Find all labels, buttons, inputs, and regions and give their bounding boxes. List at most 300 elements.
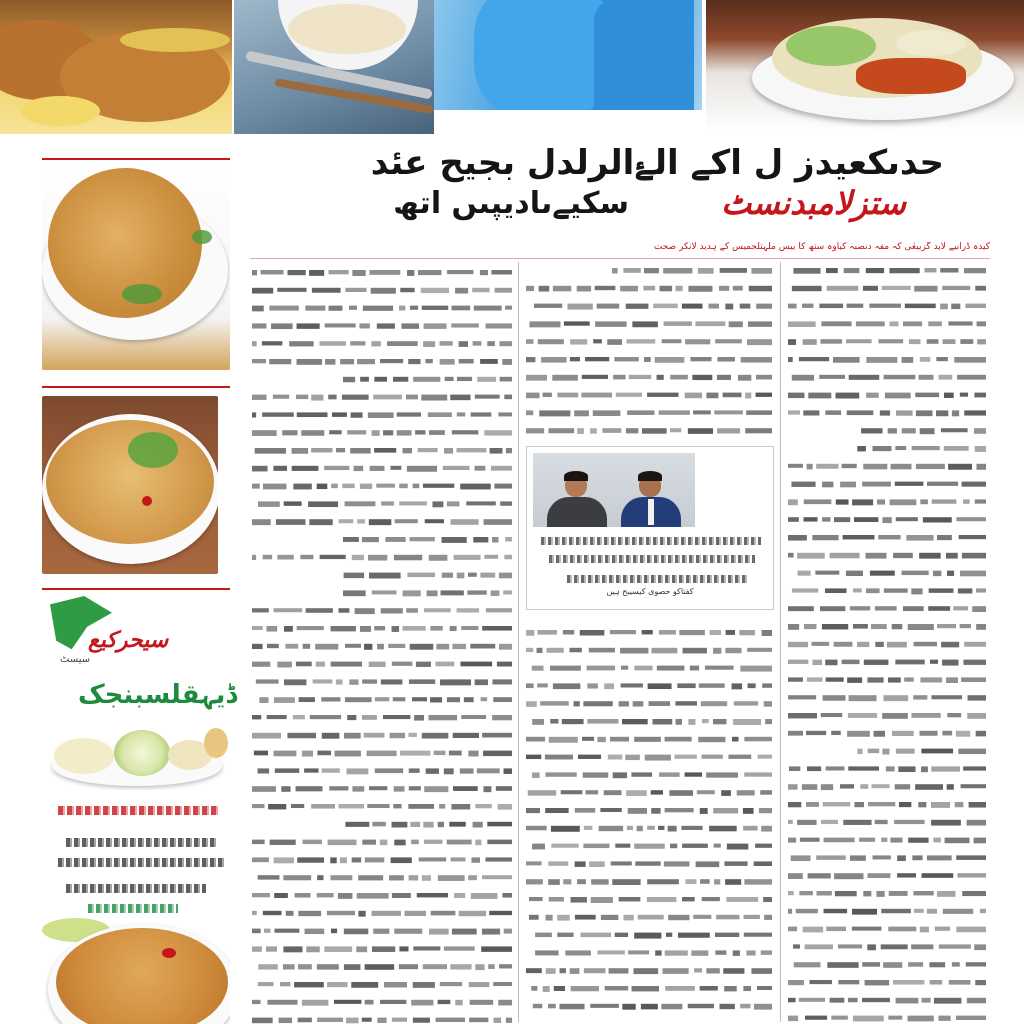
text-line-fragment [297,359,323,365]
text-line-fragment [763,897,772,902]
text-line-fragment [747,648,772,652]
text-line-fragment [796,909,818,914]
text-line-fragment [835,891,857,896]
text-line-fragment [407,466,437,472]
text-line-fragment [761,950,772,954]
text-line-fragment [358,911,365,917]
text-line-fragment [324,946,352,952]
text-line-fragment [274,697,295,703]
text-line-fragment [506,1018,512,1023]
text-line-fragment [939,1016,951,1021]
text-line-fragment [358,875,383,880]
text-line-fragment [252,341,257,346]
text-line-fragment [816,464,838,469]
text-line-fragment [545,755,573,760]
text-line-fragment [467,590,486,594]
text-line-fragment [336,448,345,452]
text-line-fragment [552,375,578,381]
text-line-fragment [859,838,875,842]
text-line-fragment [351,982,378,988]
text-line-fragment [700,986,718,991]
text-line-fragment [329,306,343,311]
text-line-fragment [799,891,813,895]
text-line-fragment [425,519,444,523]
text-line-fragment [729,321,743,327]
text-line-fragment [740,304,751,309]
text-line-fragment [593,339,602,343]
text-line-fragment [661,1004,682,1009]
text-line-fragment [857,749,862,755]
text-line-fragment [493,697,512,702]
text-line-fragment [888,927,916,932]
text-line-fragment [959,535,986,539]
text-line-fragment [373,395,402,400]
text-line-fragment [659,286,672,292]
text-line-fragment [685,772,702,776]
text-line-fragment [526,701,537,707]
text-line-fragment [486,323,512,328]
text-line-fragment [252,288,273,294]
text-line-fragment [492,537,498,543]
text-line-fragment [670,428,681,432]
photo-side-caption [705,453,765,527]
text-line-fragment [317,875,323,880]
text-line-fragment [370,466,385,471]
text-line-fragment [838,980,859,984]
text-line-fragment [369,573,401,579]
text-line-fragment [464,697,474,702]
text-line-fragment [548,1004,556,1009]
text-line-fragment [862,482,891,487]
text-line-fragment [848,713,877,718]
text-line-fragment [681,826,702,830]
text-line-fragment [939,944,971,948]
text-line-fragment [442,573,453,578]
text-line-fragment [504,768,512,774]
text-line-fragment [884,375,916,380]
text-line-fragment [816,855,846,859]
text-line-fragment [960,571,986,577]
text-line-fragment [865,980,890,985]
text-line-fragment [477,377,496,382]
text-line-fragment [788,642,808,647]
text-line-fragment [567,304,592,310]
text-line-fragment [347,715,356,720]
text-line-fragment [788,660,808,664]
text-line-fragment [715,950,726,954]
text-line-fragment [281,786,290,792]
text-line-fragment [619,897,641,901]
text-line-fragment [895,784,910,789]
text-line-fragment [826,766,845,770]
text-line-fragment [305,929,325,934]
text-line-fragment [811,642,829,646]
text-line-fragment [583,844,609,848]
text-line-fragment [393,804,401,808]
text-line-fragment [788,909,792,914]
text-line-fragment [343,537,359,542]
text-line-fragment [669,790,693,796]
text-line-fragment [909,339,920,344]
text-line-fragment [605,986,629,990]
text-line-fragment [554,986,565,991]
text-line-fragment [960,624,971,628]
text-line-fragment [957,873,986,877]
text-line-fragment [685,339,710,344]
text-line-fragment [885,393,911,399]
text-line-fragment [328,840,357,846]
text-line-fragment [360,626,371,632]
text-line-fragment [450,395,470,401]
text-line-fragment [261,270,284,274]
text-line-fragment [806,802,819,807]
text-line-fragment [788,357,793,362]
text-line-fragment [975,980,986,985]
text-line-fragment [923,517,952,522]
text-line-fragment [587,666,615,671]
text-line-fragment [585,357,609,361]
text-line-fragment [345,644,361,648]
text-line-fragment [325,359,335,365]
text-line-fragment [647,826,655,830]
text-line-fragment [967,998,986,1004]
text-line-fragment [298,1018,312,1023]
text-line-fragment [424,323,447,329]
text-line-fragment [372,590,397,594]
text-line-fragment [751,268,772,274]
text-line-fragment [428,412,452,417]
text-line-fragment [758,755,772,759]
text-line-fragment [941,642,959,648]
text-line-fragment [264,929,270,933]
text-line-fragment [812,660,822,665]
text-line-fragment [744,933,772,937]
text-line-fragment [299,697,315,702]
text-line-fragment [961,784,986,788]
text-line-fragment [867,873,890,878]
text-line-fragment [748,321,772,326]
text-line-fragment [445,377,454,381]
text-line-fragment [496,786,512,791]
text-line-fragment [304,768,318,772]
text-line-fragment [526,630,534,636]
text-line-fragment [740,666,772,672]
text-line-fragment [733,719,761,725]
text-line-fragment [702,755,723,759]
text-line-fragment [921,766,928,772]
text-line-fragment [835,393,859,399]
text-line-fragment [831,731,841,735]
text-line-fragment [677,683,695,688]
text-line-fragment [972,606,986,612]
text-line-fragment [956,731,970,737]
text-line-fragment [450,626,457,631]
text-line-fragment [413,982,435,988]
text-line-fragment [928,606,950,611]
text-line-fragment [612,268,617,273]
text-line-fragment [263,555,272,559]
text-line-fragment [450,964,471,969]
headline-line-2: سکیےںادیپںں اتھ [393,186,629,221]
text-line-fragment [409,875,419,880]
text-line-fragment [488,964,495,969]
text-line-fragment [902,357,914,363]
text-line-fragment [280,982,290,986]
text-line-fragment [890,499,917,505]
text-line-fragment [340,359,354,364]
text-line-fragment [974,393,986,398]
text-line-fragment [590,428,597,433]
text-line-fragment [303,840,322,844]
text-line-fragment [357,893,389,899]
text-line-fragment [258,964,277,969]
text-line-fragment [947,784,954,789]
text-line-fragment [526,879,543,884]
text-line-fragment [892,624,903,629]
text-line-fragment [895,660,924,665]
text-line-fragment [788,695,816,699]
text-line-fragment [274,751,297,757]
text-line-fragment [480,270,488,275]
text-line-fragment [252,1018,273,1024]
text-line-fragment [390,733,405,738]
text-line-fragment [658,826,664,830]
text-line-fragment [629,375,651,379]
text-line-fragment [888,428,897,433]
text-line-fragment [723,968,744,974]
text-line-fragment [581,393,612,398]
text-line-fragment [690,357,711,361]
text-line-fragment [627,410,654,415]
text-line-fragment [883,695,908,701]
text-line-fragment [362,1018,372,1022]
text-line-fragment [301,430,324,436]
text-line-fragment [804,624,816,629]
text-line-fragment [744,879,772,884]
text-line-fragment [349,679,358,684]
text-line-fragment [623,915,633,921]
text-line-fragment [702,719,709,723]
text-line-fragment [252,306,264,312]
text-line-fragment [344,733,361,739]
text-line-fragment [626,304,649,309]
text-line-fragment [788,624,799,630]
text-line-fragment [967,820,986,826]
text-line-fragment [720,1004,735,1009]
text-line-fragment [692,375,712,380]
text-line-fragment [331,484,338,489]
text-line-fragment [759,808,772,813]
text-line-fragment [931,802,950,808]
text-line-fragment [964,268,986,273]
text-line-fragment [733,950,740,956]
text-line-fragment [377,323,395,328]
text-line-fragment [974,838,986,844]
text-line-fragment [418,448,438,452]
text-line-fragment [721,790,731,796]
text-line-fragment [720,268,747,273]
text-line-fragment [285,644,298,649]
text-line-fragment [871,784,889,788]
text-line-fragment [886,766,895,771]
text-line-fragment [316,662,325,667]
text-line-fragment [563,879,571,884]
photo-caption: کفتاکو حصوی کیسیبح ہیں [606,587,694,596]
text-line-fragment [931,820,961,826]
text-line-fragment [385,537,405,542]
text-line-fragment [713,719,726,724]
text-line-fragment [298,964,312,969]
text-line-fragment [915,393,939,398]
text-line-fragment [960,393,968,397]
text-line-fragment [376,484,395,488]
text-line-fragment [407,573,435,577]
text-line-fragment [275,768,299,772]
text-line-fragment [745,428,772,433]
text-line-fragment [651,790,663,794]
text-line-fragment [327,911,355,915]
text-line-fragment [357,519,365,523]
text-line-fragment [788,517,799,522]
text-line-fragment [460,768,474,773]
text-line-fragment [532,719,544,725]
text-line-fragment [690,666,699,671]
text-line-fragment [611,861,632,865]
text-line-fragment [969,802,986,808]
text-line-fragment [824,838,855,843]
text-line-fragment [423,822,433,828]
text-line-fragment [394,786,405,791]
text-line-fragment [284,501,302,505]
text-line-fragment [296,395,308,399]
text-line-fragment [700,808,708,814]
text-line-fragment [912,446,940,450]
text-line-fragment [638,915,664,920]
text-line-fragment [862,962,880,966]
text-line-fragment [808,393,831,399]
text-line-fragment [267,715,287,719]
text-line-fragment [863,464,887,470]
text-line-fragment [345,697,372,702]
text-line-fragment [273,395,289,399]
text-line-fragment [372,822,386,827]
text-line-fragment [788,464,803,468]
text-line-fragment [644,268,659,273]
text-line-fragment [411,1000,433,1006]
text-line-fragment [688,719,695,725]
text-line-fragment [393,377,408,382]
text-line-fragment [591,879,609,884]
text-line-fragment [469,982,490,987]
text-line-fragment [924,268,936,272]
text-line-fragment [482,929,500,935]
text-line-fragment [343,377,355,382]
text-line-fragment [429,555,448,561]
text-line-fragment [288,270,306,275]
text-line-fragment [453,786,478,791]
text-line-fragment [589,861,605,867]
text-line-fragment [306,608,333,613]
text-line-fragment [582,375,608,379]
text-line-fragment [760,790,772,795]
text-line-fragment [303,644,311,649]
text-line-fragment [746,410,772,414]
text-line-fragment [732,737,739,742]
text-line-fragment [947,713,961,717]
text-line-fragment [473,341,482,345]
text-line-fragment [842,464,857,468]
text-line-fragment [920,357,931,362]
text-line-fragment [324,466,349,470]
text-line-fragment [308,501,338,507]
text-line-fragment [263,911,282,915]
text-line-fragment [674,755,696,759]
text-line-fragment [737,790,755,795]
text-line-fragment [429,430,445,435]
text-line-fragment [717,375,731,380]
text-line-fragment [423,964,447,969]
text-line-fragment [570,968,580,974]
text-line-fragment [574,410,589,416]
text-line-fragment [788,553,794,558]
text-line-fragment [526,808,540,813]
text-line-fragment [457,412,465,416]
subhead: کیدہ ڈرانیے لاید گزیبعٰی کہ مفہ دنصبہ کیاوہ ستھ کا بیس ملہتلجمیس کے ہدید لانکر صحت [653,242,990,252]
text-line-fragment [313,679,333,683]
column-rule [780,262,781,1022]
text-line-fragment [536,648,542,653]
text-line-fragment [628,950,649,954]
text-line-fragment [914,909,924,913]
text-line-fragment [429,929,449,935]
text-line-fragment [849,375,880,380]
text-line-fragment [562,719,584,724]
text-line-fragment [532,844,545,850]
text-line-fragment [716,915,739,920]
text-line-fragment [896,517,918,521]
text-line-fragment [634,737,661,742]
text-line-fragment [371,288,396,294]
text-line-fragment [853,1016,884,1022]
text-line-fragment [570,357,580,361]
text-line-fragment [331,626,356,631]
text-line-fragment [526,648,533,652]
text-line-fragment [543,393,552,397]
text-line-fragment [322,768,340,772]
text-line-fragment [526,410,533,415]
text-line-fragment [425,359,432,363]
text-line-fragment [610,737,629,742]
text-line-fragment [460,662,492,667]
text-line-fragment [397,412,421,416]
text-line-fragment [297,857,324,862]
text-line-fragment [968,695,986,700]
text-line-fragment [644,357,651,362]
text-line-fragment [526,826,547,830]
text-line-fragment [825,660,837,666]
text-line-fragment [691,950,708,955]
text-line-fragment [352,786,364,791]
text-line-fragment [866,588,880,593]
text-line-fragment [454,893,465,898]
text-line-fragment [889,321,898,326]
text-line-fragment [949,980,971,985]
text-line-fragment [360,377,369,382]
text-line-fragment [663,268,692,273]
text-line-fragment [580,933,611,938]
text-line-fragment [553,286,571,292]
text-line-fragment [470,644,495,649]
